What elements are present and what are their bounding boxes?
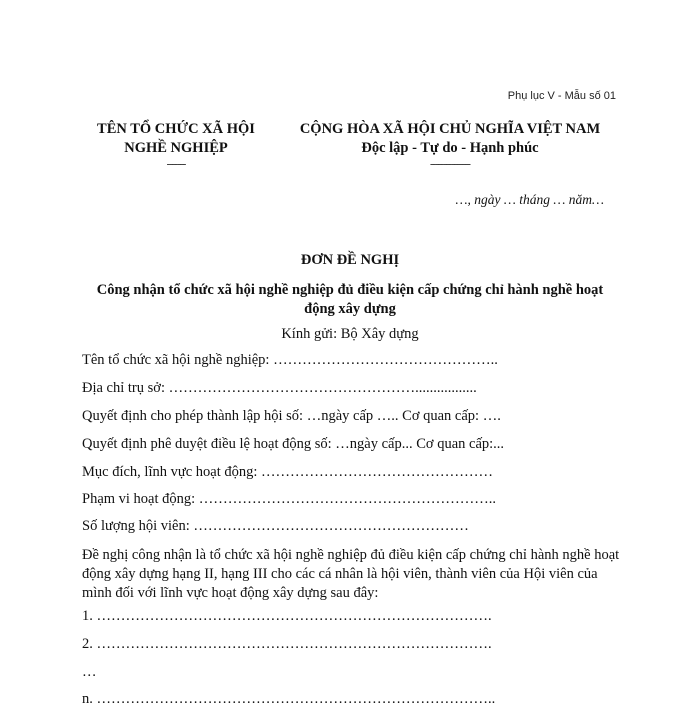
date-line: …, ngày … tháng … năm…: [455, 192, 604, 207]
organization-name-line1: TÊN TỔ CHỨC XÃ HỘI: [97, 121, 255, 137]
request-paragraph: Đề nghị công nhận là tổ chức xã hội nghề nghiệp đủ điều kiện cấp chứng chỉ hành nghề hoạt động xây dựng hạng II, hạng III cho các cá nhân là hội viên, thành viên của Hội viên của mình đối với lĩnh vực hoạt động xây dựng sau đây:: [82, 547, 620, 601]
organization-header: [76, 120, 276, 170]
list-item: 2. ……………………………………………………………………….: [82, 636, 492, 652]
document-subtitle: Công nhận tổ chức xã hội nghề nghiệp đủ điều kiện cấp chứng chỉ hành nghề hoạt động xây dựng: [96, 282, 604, 317]
organization-name-line2: NGHỀ NGHIỆP: [124, 140, 228, 156]
list-item: n. ………………………………………………………………………..: [82, 691, 496, 707]
national-header: [280, 120, 620, 170]
list-item: …: [82, 664, 97, 680]
field-charter-decision: Quyết định phê duyệt điều lệ hoạt động số: …ngày cấp... Cơ quan cấp:...: [82, 436, 505, 452]
organization-separator: -------: [166, 158, 186, 170]
national-separator: ---------------: [430, 158, 470, 170]
list-item: 1. ……………………………………………………………………….: [82, 608, 492, 624]
national-title: CỘNG HÒA XÃ HỘI CHỦ NGHĨA VIỆT NAM: [299, 121, 601, 137]
document-title: ĐƠN ĐỀ NGHỊ: [300, 252, 400, 268]
field-purpose: Mục đích, lĩnh vực hoạt động: …………………………………………: [82, 464, 494, 480]
recipient-line: Kính gửi: Bộ Xây dựng: [281, 326, 419, 342]
field-establishment-decision: Quyết định cho phép thành lập hội số: …ngày cấp ….. Cơ quan cấp: ….: [82, 408, 501, 424]
field-scope: Phạm vi hoạt động: ……………………………………………………..: [82, 491, 497, 507]
national-motto: Độc lập - Tự do - Hạnh phúc: [361, 140, 539, 156]
appendix-label: Phụ lục V - Mẫu số 01: [507, 90, 616, 102]
field-address: Địa chỉ trụ sở: …………………………………………….................: [82, 380, 477, 396]
field-organization-name: Tên tổ chức xã hội nghề nghiệp: ………………………………………..: [82, 352, 498, 368]
field-member-count: Số lượng hội viên: …………………………………………………: [82, 518, 469, 534]
